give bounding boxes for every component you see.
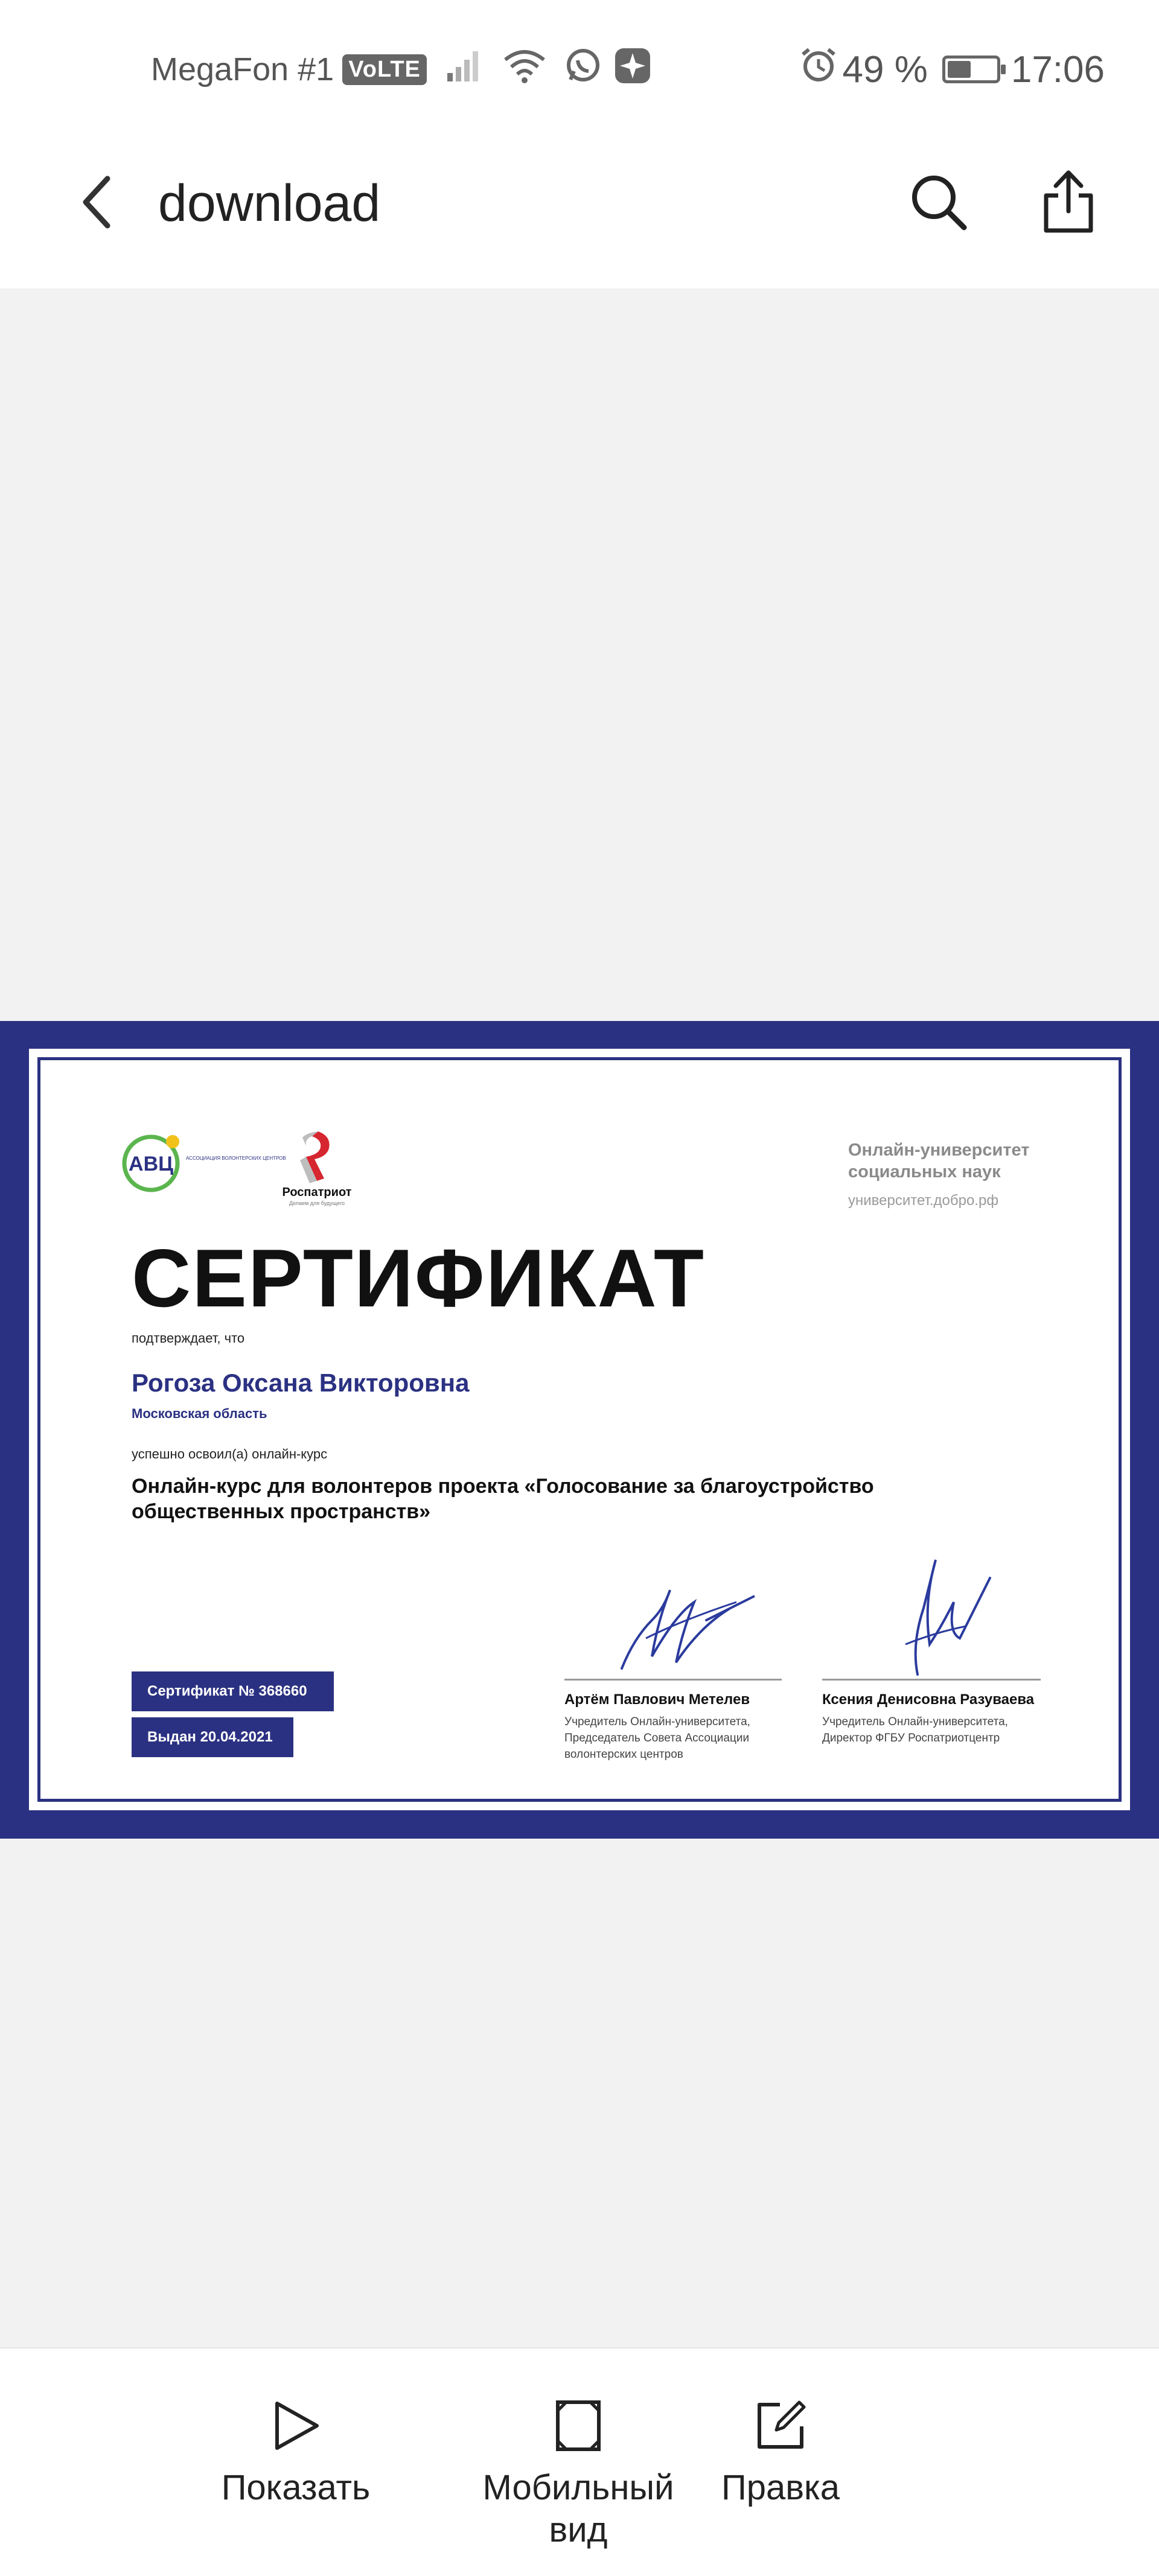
search-icon	[908, 172, 969, 232]
signature-metelev	[610, 1566, 767, 1681]
document-title: download	[158, 174, 381, 232]
signature-line	[564, 1679, 782, 1681]
edit-label: Правка	[721, 2468, 840, 2507]
recipient-region: Московская область	[132, 1406, 267, 1421]
recipient-name: Рогоза Оксана Викторовна	[132, 1369, 470, 1397]
back-arrow-icon	[78, 175, 115, 229]
wifi-icon	[503, 48, 546, 92]
confirms-text: подтверждает, что	[132, 1331, 245, 1346]
share-icon	[1041, 169, 1096, 235]
rospatriot-logo-caption: Делаем для будущего	[289, 1200, 345, 1206]
rospatriot-logo	[269, 1125, 365, 1216]
avc-logo	[121, 1128, 286, 1201]
edit-button[interactable]	[702, 2396, 859, 2509]
back-button[interactable]	[66, 172, 127, 232]
signer1-role: Учредитель Онлайн-университета, Председатель Совета Ассоциации волонтерских центров	[564, 1716, 750, 1761]
signature-razuvaeva	[869, 1554, 1002, 1681]
signer2-role: Учредитель Онлайн-университета, Директор ФГБУ Роспатриотцентр	[822, 1716, 1008, 1744]
whatsapp-icon	[564, 47, 602, 92]
battery-fill	[948, 61, 971, 78]
share-button[interactable]	[1035, 166, 1102, 238]
clock: 17:06	[1011, 48, 1105, 91]
carrier-name: MegaFon #1	[151, 51, 334, 87]
bottom-toolbar	[0, 2347, 1159, 2576]
signer1-name: Артём Павлович Метелев	[564, 1691, 750, 1708]
show-button[interactable]	[217, 2396, 374, 2509]
mobile-view-label: Мобильный вид	[482, 2468, 674, 2549]
show-label: Показать	[221, 2468, 371, 2507]
issue-date-badge: Выдан 20.04.2021	[132, 1717, 293, 1757]
play-icon	[266, 2396, 326, 2456]
alarm-icon	[799, 46, 838, 94]
status-bar	[0, 0, 1159, 139]
fullscreen-frame-icon	[548, 2396, 608, 2456]
certificate-heading: СЕРТИФИКАТ	[132, 1232, 706, 1324]
course-title: Онлайн-курс для волонтеров проекта «Голосование за благоустройство общественных пространств»	[132, 1475, 874, 1523]
app-bar	[0, 139, 1159, 288]
signal-icon	[445, 48, 485, 92]
search-button[interactable]	[905, 169, 972, 235]
status-left	[151, 48, 651, 91]
rospatriot-logo-text: Роспатриот	[282, 1186, 352, 1199]
signature-line	[822, 1679, 1041, 1681]
signer2-name: Ксения Денисовна Разуваева	[822, 1691, 1035, 1708]
university-url: университет.добро.рф	[848, 1192, 999, 1209]
mobile-view-button[interactable]	[470, 2396, 687, 2551]
certificate-number-badge: Сертификат № 368660	[132, 1671, 334, 1711]
completed-text: успешно освоил(а) онлайн-курс	[132, 1446, 328, 1461]
battery-percent: 49 %	[842, 48, 928, 91]
volte-badge: VoLTE	[342, 54, 427, 85]
battery-icon	[942, 56, 1000, 83]
edit-icon	[750, 2396, 811, 2456]
university-title: Онлайн-университет социальных наук	[848, 1140, 1030, 1181]
avc-logo-caption: АССОЦИАЦИЯ ВОЛОНТЕРСКИХ ЦЕНТРОВ	[186, 1156, 286, 1161]
status-right	[799, 48, 1105, 91]
avc-logo-text: АВЦ	[129, 1153, 173, 1175]
app-icon	[614, 47, 651, 92]
